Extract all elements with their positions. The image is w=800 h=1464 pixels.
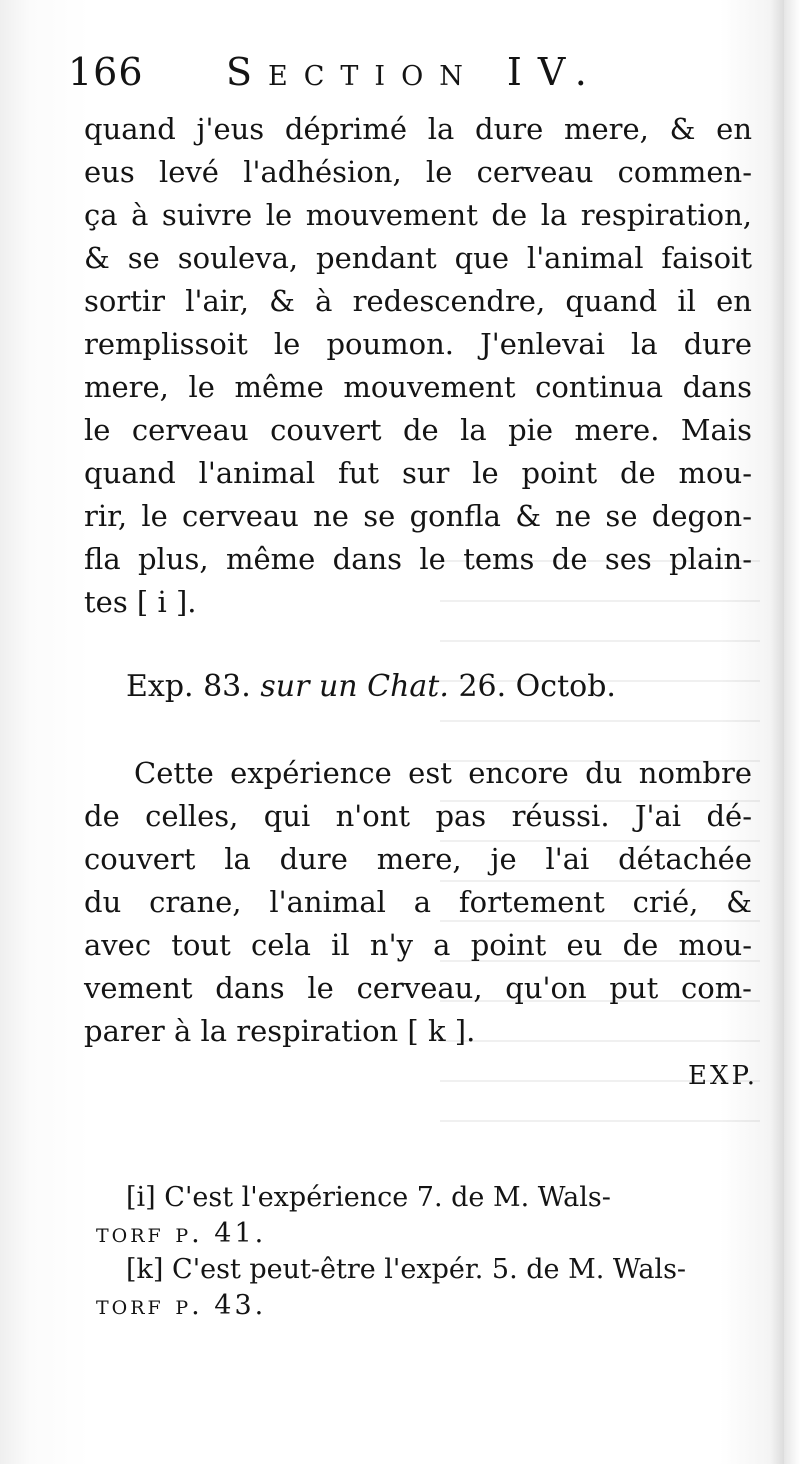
text-line: de celles, qui n'ont pas réussi. J'ai dé-	[84, 799, 752, 833]
footnotes	[96, 1180, 756, 1324]
footnote-marker: [k]	[126, 1254, 164, 1285]
text-line: eus levé l'adhésion, le cerveau commen-	[84, 155, 752, 189]
footnote-text: C'est peut-être l'expér. 5. de M. Wals-	[172, 1254, 687, 1285]
experiment-date: 26. Octob.	[458, 669, 616, 704]
footnote-continuation-text: torf p. 43.	[96, 1290, 267, 1321]
footnote-text: C'est l'expérience 7. de M. Wals-	[164, 1182, 611, 1213]
text-line: avec tout cela il n'y a point eu de mou-	[84, 928, 752, 962]
text-line: quand j'eus déprimé la dure mere, & en	[84, 112, 752, 146]
footnote-continuation-text: torf p. 41.	[96, 1218, 267, 1249]
paragraph-1	[84, 108, 752, 624]
text-line: tes [ i ].	[84, 585, 197, 619]
running-head	[68, 44, 748, 100]
text-line: remplissoit le poumon. J'enlevai la dure	[84, 327, 752, 361]
text-line: le cerveau couvert de la pie mere. Mais	[84, 413, 752, 447]
text-line: du crane, l'animal a fortement crié, &	[84, 885, 752, 919]
text-line: fla plus, même dans le tems de ses plain-	[84, 542, 752, 576]
text-line: rir, le cerveau ne se gonfla & ne se degon-	[84, 499, 752, 533]
text-line: sortir l'air, & à redescendre, quand il en	[84, 284, 752, 318]
page-gutter-shadow	[784, 0, 800, 1464]
text-line: vement dans le cerveau, qu'on put com-	[84, 971, 752, 1005]
catchword: EXP.	[688, 1061, 758, 1091]
text-line: ça à suivre le mouvement de la respiration,	[84, 198, 752, 232]
text-line: mere, le même mouvement continua dans	[84, 370, 752, 404]
experiment-subject: sur un Chat.	[260, 669, 449, 704]
footnote-marker: [i]	[126, 1182, 156, 1213]
page-number: 166	[68, 50, 144, 94]
text-line: quand l'animal fut sur le point de mou-	[84, 456, 752, 490]
footnote-continuation	[96, 1216, 756, 1252]
text-line: & se souleva, pendant que l'animal faisoit	[84, 241, 752, 275]
text-line: Cette expérience est encore du nombre	[134, 756, 752, 790]
text-line: couvert la dure mere, je l'ai détachée	[84, 842, 752, 876]
text-line: parer à la respiration [ k ].	[84, 1014, 476, 1048]
footnote-k	[96, 1252, 756, 1288]
experiment-label: Exp. 83.	[126, 669, 251, 704]
footnote-i	[96, 1180, 756, 1216]
footnote-continuation	[96, 1288, 756, 1324]
experiment-heading	[126, 662, 766, 712]
paragraph-2	[84, 752, 752, 1053]
section-title: Section IV.	[226, 50, 603, 94]
